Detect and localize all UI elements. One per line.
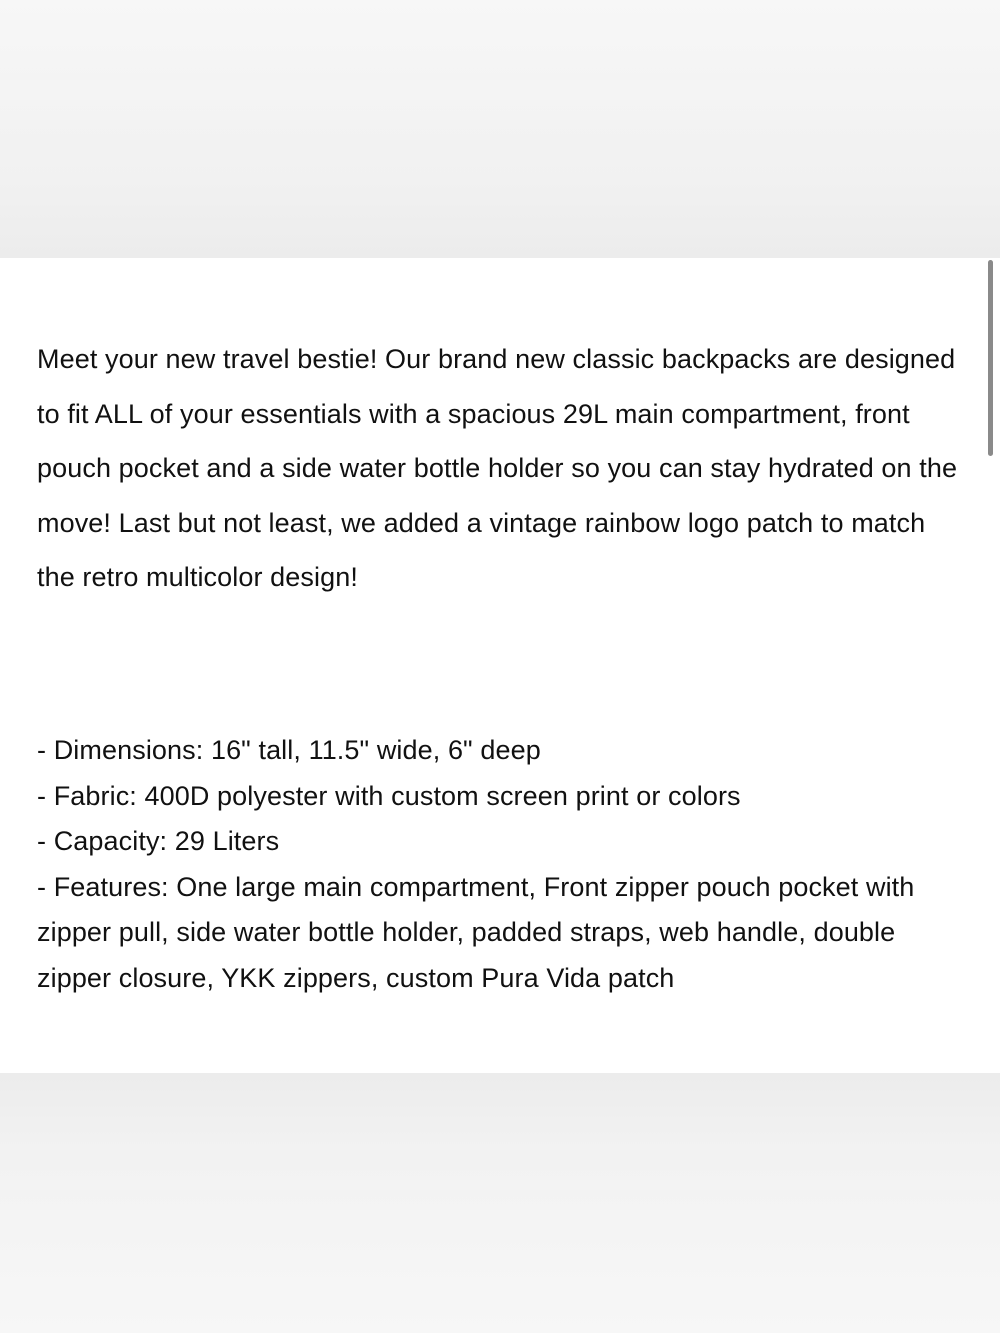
spec-features: - Features: One large main compartment, Front zipper pouch pocket with zipper pull, side water bottle holder, padded straps, web handle, double zipper closure, YKK zippers, custom Pura Vida patch <box>37 871 915 993</box>
top-backdrop <box>0 0 1000 258</box>
scrollbar-thumb[interactable] <box>988 260 993 456</box>
spec-fabric: - Fabric: 400D polyester with custom screen print or colors <box>37 780 741 811</box>
product-specs-list <box>37 728 967 1001</box>
spec-dimensions: - Dimensions: 16" tall, 11.5" wide, 6" deep <box>37 735 541 765</box>
spec-capacity: - Capacity: 29 Liters <box>37 826 280 856</box>
bottom-backdrop <box>0 1073 1000 1333</box>
product-description: Meet your new travel bestie! Our brand new classic backpacks are designed to fit ALL of your essentials with a spacious 29L main compartment, front pouch pocket and a side water bottle holder so you can stay hydrated on the move! Last but not least, we added a vintage rainbow logo patch to match the retro multicolor design! <box>37 344 958 592</box>
